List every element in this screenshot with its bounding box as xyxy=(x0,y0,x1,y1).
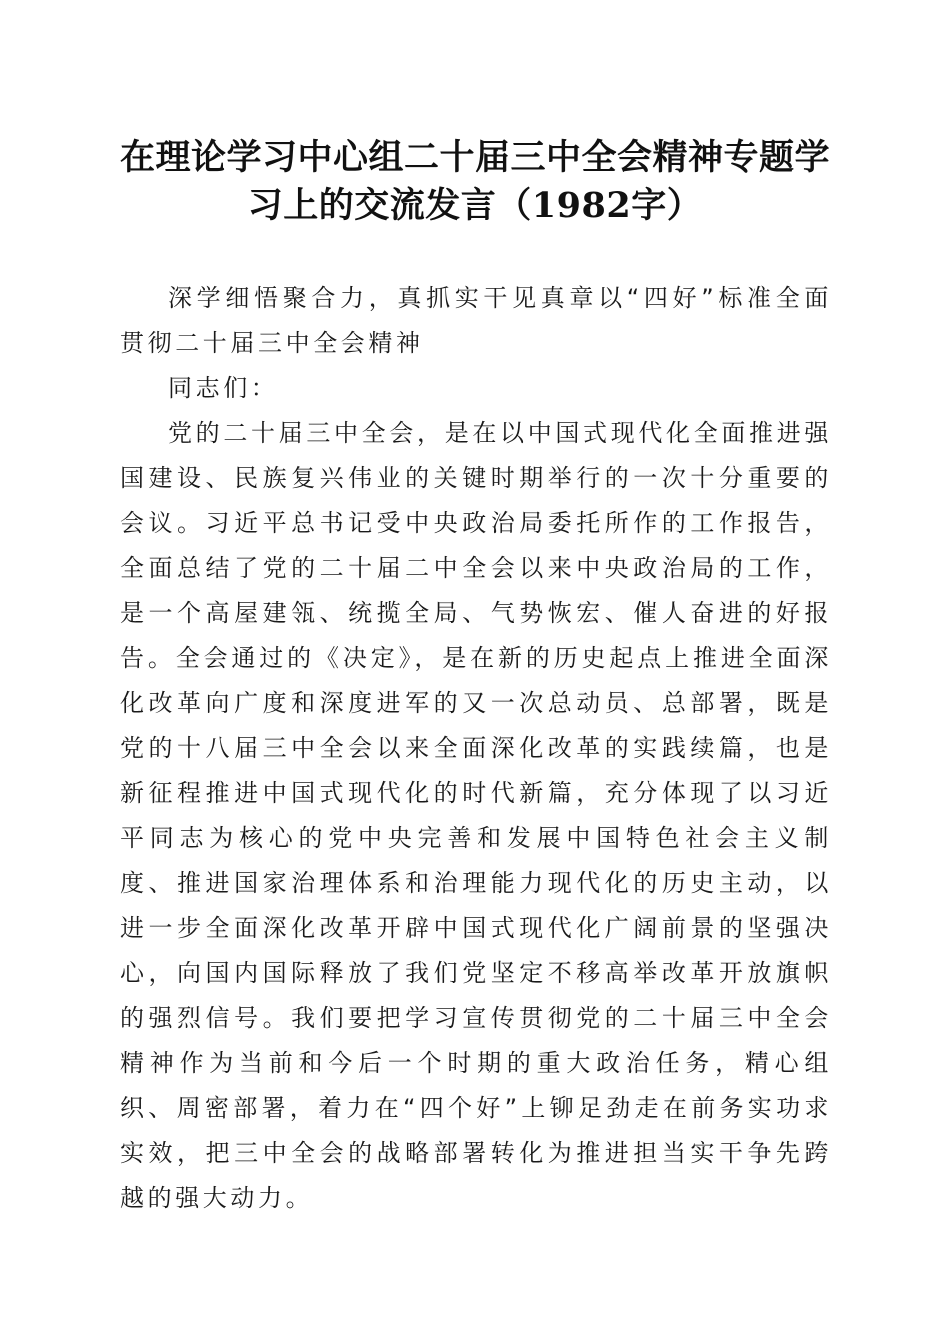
salutation-paragraph: 同志们： xyxy=(168,374,279,402)
document-title: 在理论学习中心组二十届三中全会精神专题学习上的交流发言（1982字） xyxy=(119,137,830,226)
subtitle-paragraph: 深学细悟聚合力，真抓实干见真章以“四好”标准全面贯彻二十届三中全会精神 xyxy=(120,284,832,357)
main-paragraph: 党的二十届三中全会，是在以中国式现代化全面推进强国建设、民族复兴伟业的关键时期举行的一次十分重要的会议。习近平总书记受中央政治局委托所作的工作报告，全面总结了党的二十届二中全会以来中央政治局的工作，是一个高屋建瓴、统揽全局、气势恢宏、催人奋进的好报告。全会通过的《决定》，是在新的历史起点上推进全面深化改革向广度和深度进军的又一次总动员、总部署，既是党的十八届三中全会以来全面深化改革的实践续篇，也是新征程推进中国式现代化的时代新篇，充分体现了以习近平同志为核心的党中央完善和发展中国特色社会主义制度、推进国家治理体系和治理能力现代化的历史主动，以进一步全面深化改革开辟中国式现代化广阔前景的坚强决心，向国内国际释放了我们党坚定不移高举改革开放旗帜的强烈信号。我们要把学习宣传贯彻党的二十届三中全会精神作为当前和今后一个时期的重大政治任务，精心组织、周密部署，着力在“四个好”上铆足劲走在前务实功求实效，把三中全会的战略部署转化为推进担当实干争先跨越的强大动力。 xyxy=(120,419,832,1212)
document-body xyxy=(120,276,832,1221)
